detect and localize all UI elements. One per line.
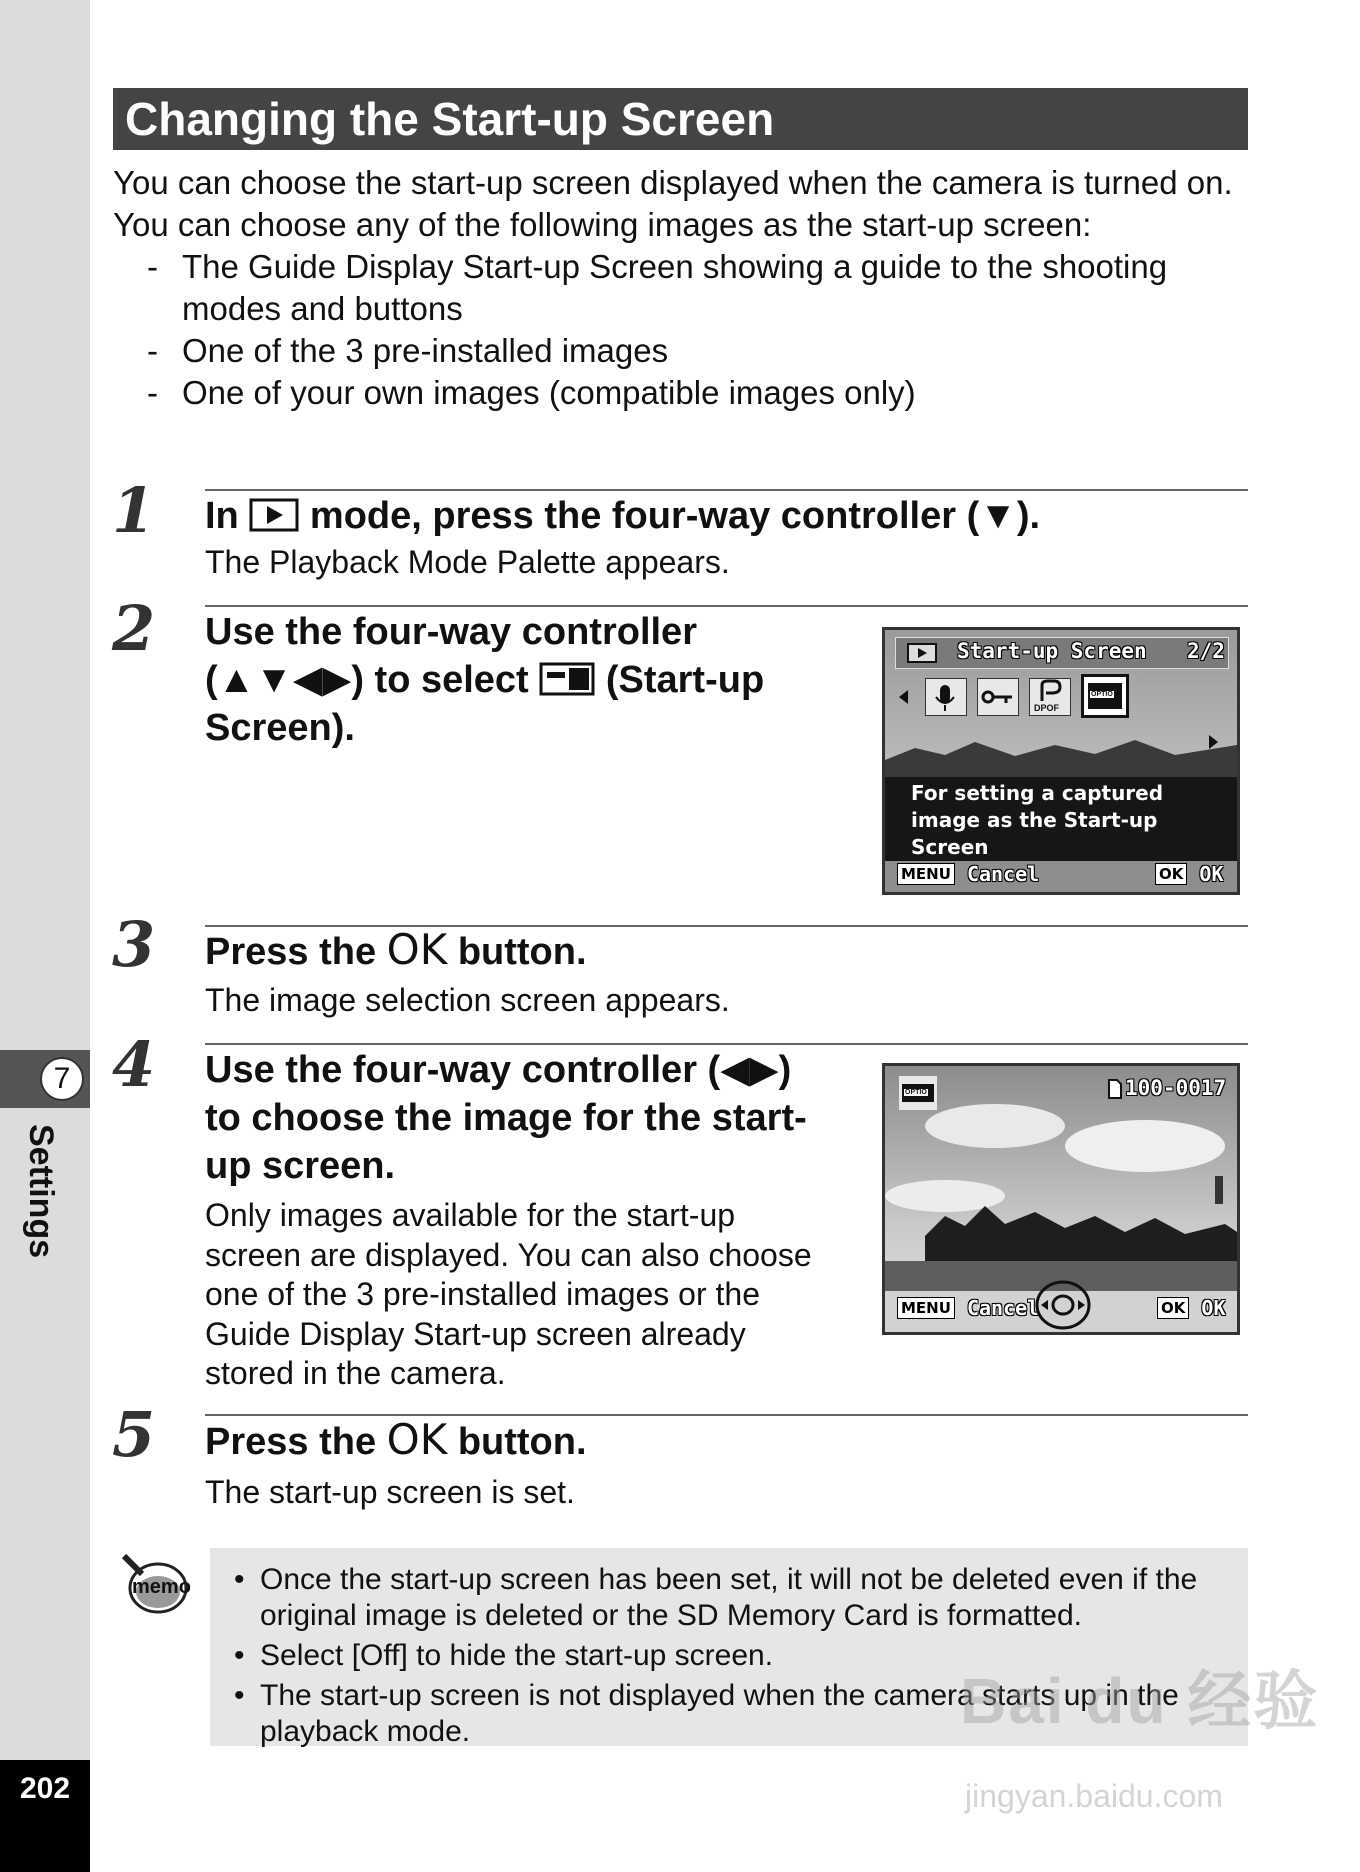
memo-icon: memo bbox=[120, 1552, 188, 1618]
palette-info-text: For setting a captured image as the Start-up Screen bbox=[911, 781, 1164, 859]
step-4-description: Only images available for the start-up screen are displayed. You can also choose one of the 3 pre-installed images or the Guide Display Start-up screen already stored in the camera. bbox=[205, 1197, 812, 1391]
step-5-heading: Press the OK button. bbox=[205, 1415, 587, 1464]
dpof-icon[interactable]: DPOF bbox=[1029, 678, 1071, 716]
palette-right-arrow-icon[interactable] bbox=[1209, 735, 1218, 749]
page-title: Changing the Start-up Screen bbox=[113, 88, 1248, 150]
step-5-description: The start-up screen is set. bbox=[205, 1474, 575, 1510]
memo-item: • Select [Off] to hide the start-up screen. bbox=[234, 1639, 774, 1672]
menu-button-icon: MENU bbox=[897, 1297, 955, 1319]
step-divider bbox=[205, 605, 1248, 607]
chapter-sidebar bbox=[0, 0, 90, 1872]
protect-key-icon[interactable] bbox=[977, 678, 1019, 716]
ok-button-icon: OK bbox=[1157, 1297, 1189, 1319]
memo-item: • Once the start-up screen has been set, it will not be deleted even if the original image is deleted or the SD Memory Card is formatted. bbox=[234, 1563, 1198, 1632]
step-2-heading: Use the four-way controller (▲▼◀▶) to select (Start-up Screen). bbox=[205, 611, 765, 749]
playback-mode-icon bbox=[907, 643, 937, 663]
intro-list-item: - One of your own images (compatible images only) bbox=[147, 374, 916, 411]
step-3-description: The image selection screen appears. bbox=[205, 982, 730, 1018]
camera-screen-palette bbox=[882, 627, 1240, 895]
file-number: 100-0017 bbox=[1125, 1076, 1227, 1100]
step-divider bbox=[205, 1043, 1248, 1045]
step-number-1: 1 bbox=[112, 474, 156, 547]
sd-card-icon bbox=[1107, 1078, 1123, 1100]
intro-list-item: - One of the 3 pre-installed images bbox=[147, 332, 669, 369]
intro-list bbox=[113, 246, 1243, 414]
startup-screen-selected-icon[interactable]: OPTIO bbox=[1081, 674, 1129, 718]
voice-memo-icon[interactable] bbox=[925, 678, 967, 716]
step-number-4: 4 bbox=[112, 1028, 156, 1101]
four-way-controller-icon[interactable] bbox=[1035, 1280, 1091, 1330]
watermark-url: jingyan.baidu.com bbox=[965, 1778, 1223, 1814]
palette-header-title: Start-up Screen bbox=[957, 639, 1147, 663]
intro-paragraph-1: You can choose the start-up screen displayed when the camera is turned on. bbox=[113, 164, 1233, 201]
image-select-cancel-control[interactable]: MENU Cancel bbox=[897, 1296, 1039, 1320]
step-divider bbox=[205, 489, 1248, 491]
intro-section bbox=[113, 162, 1243, 414]
menu-button-icon: MENU bbox=[897, 863, 955, 885]
step-1-description: The Playback Mode Palette appears. bbox=[205, 544, 730, 580]
palette-page-indicator: 2/2 bbox=[1187, 639, 1225, 663]
chapter-number-badge: 7 bbox=[40, 1057, 84, 1101]
step-number-5: 5 bbox=[112, 1398, 156, 1471]
chapter-label: Settings bbox=[22, 1124, 60, 1259]
memo-item: • The start-up screen is not displayed when the camera starts up in the playback mode. bbox=[234, 1679, 1179, 1748]
watermark-logo: Bai du 经验 bbox=[960, 1665, 1320, 1737]
startup-screen-icon: OPTIO bbox=[899, 1076, 937, 1110]
page-number: 202 bbox=[19, 1772, 71, 1805]
ok-button-icon: OK bbox=[1155, 863, 1187, 885]
step-3-heading: Press the OK button. bbox=[205, 925, 587, 974]
intro-paragraph-2: You can choose any of the following images as the start-up screen: bbox=[113, 206, 1092, 243]
palette-left-arrow-icon[interactable] bbox=[899, 690, 908, 704]
step-number-2: 2 bbox=[112, 592, 156, 665]
ok-button-label: OK bbox=[386, 925, 448, 974]
intro-list-item: - The Guide Display Start-up Screen showing a guide to the shooting modes and buttons bbox=[147, 248, 1168, 327]
image-select-ok-control[interactable]: OK OK bbox=[1157, 1296, 1226, 1320]
step-4-heading: Use the four-way controller (◀▶) to choose the image for the start- up screen. bbox=[205, 1049, 807, 1187]
palette-cancel-control[interactable]: MENU Cancel bbox=[897, 862, 1039, 886]
palette-ok-control[interactable]: OK OK bbox=[1155, 862, 1224, 886]
playback-mode-icon bbox=[249, 498, 299, 532]
ok-button-label: OK bbox=[386, 1415, 448, 1464]
startup-screen-icon bbox=[539, 662, 595, 696]
camera-screen-image-select bbox=[882, 1063, 1240, 1335]
step-number-3: 3 bbox=[112, 908, 156, 981]
step-1-heading: In mode, press the four-way controller (▼). bbox=[205, 495, 1041, 537]
